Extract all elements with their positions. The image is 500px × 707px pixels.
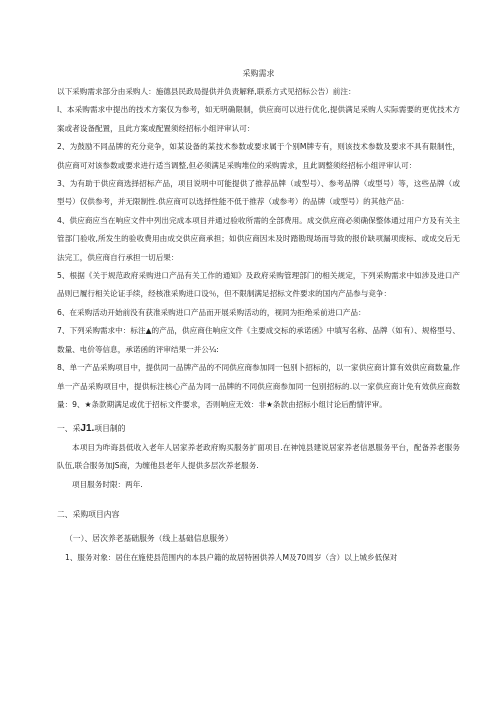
spacer <box>57 494 460 500</box>
clause-7: 7、下列采购需求中：标注▲的产品，供应商住响应文件《主要成交标的承诺函》中填写名称、品牌（如有）、规格型号、数量、电价等信息，承诺函的评审结果一并公¼: <box>57 326 460 354</box>
document-title: 采购需求 <box>242 69 275 78</box>
section-heading-1 <box>57 420 460 438</box>
clause-6: 6、在采购活动开始前没有获准采购进口产品而开展采购活动的，视同为拒绝采前进口产品： <box>57 307 366 317</box>
section-heading-1-emphasis: J1. <box>80 423 95 435</box>
clause-5: 5、根据《关于规范政府采购进口产品有关工作的通知》及政府采购管理部门的相关规定，下列采购需求中如涉及进口产品则已履行相关论证手续，经核准采购进口设％，但不限制满足招标文件要求的国内产品参与竞争： <box>57 271 460 299</box>
intro-paragraph: 以下采购需求部分由采购人：施德县民政局提供并负责解释,联系方式见招标公告）前注： <box>57 87 356 96</box>
clause-2: 2、为鼓励不同品牌的充分竞争，如某设备的某技术参数或要求属于个别M牌专有，则该技术参数及要求不具有限制性，供应商可对该参数或要求进行适当调整,但必须满足采购堆位的采购需求，且此调整须经招标小组评审认可： <box>57 142 460 170</box>
subsection-1-item-1: 1、服务对象：居住在施使县范围内的本县户籍的故居特困供养人M及70周岁（含）以上城乡低保对 <box>65 552 398 562</box>
subsection-heading-1: （一）、居次养老基础服务（线上基础信息服务） <box>65 534 233 544</box>
section-heading-1-suffix: 项目制的 <box>94 424 126 434</box>
clause-3: 3、为有助于供应商选择招标产品，项目说明中可能提供了推荐品牌（或型号）、参考品牌（或型号）等，这些品牌（或型号）仅供参考，并无限制性.供应商可以选择性能不低于推荐（或参考）的品牌（或型号）的其他产品： <box>57 179 460 207</box>
clause-4: 4、供应商应当在响应文件中列出完成本项目并通过验收所需的全部费用。成交供应商必须确保整体通过用户方及有关主管部门验收,所发生的验收费用由成交供应商承担；如供应商因未及时踏勘现场而导致的报价缺项漏项废标、或成交后无法完工，供应商自行承担一切后果： <box>57 215 460 262</box>
section-heading-2: 二、采购项目内容 <box>57 509 120 519</box>
clause-8: 8、单一产品采购项目中，提供同一品牌产品的不同供应商参加同一包别卜招标的，以一家供应商计算有效供应商数量,作单一产品采购项目中，提供标注核心产品为同一品牌的不同供应商参加同一包别招标的.以一家供应商计免有效供应商数量：9、★条款期满足或优于招标文件要求，否则响应无效：非★条款由招标小组讨论后酌情评审。 <box>57 363 460 409</box>
section-1-period: 项目服务时限：两年. <box>72 479 143 489</box>
clause-1: I、本采购需求中提出的技术方案仅为参考，如无明确限制，供应商可以进行优化,提供满足采购人实际需要的更优技术方案或者设备配置，且此方案或配置须经招标小组评审认可： <box>57 105 460 133</box>
section-1-body: 本项目为昨诲县低收入老年人居家养老政府购买服务扩面项目.在神饨县建说居家养老信恩服务平台，配备养老服务队伍,联合服务加JS商，为缠他县老年人提供多层次养老服务. <box>57 442 460 471</box>
section-heading-1-prefix: 一、采 <box>57 424 81 434</box>
